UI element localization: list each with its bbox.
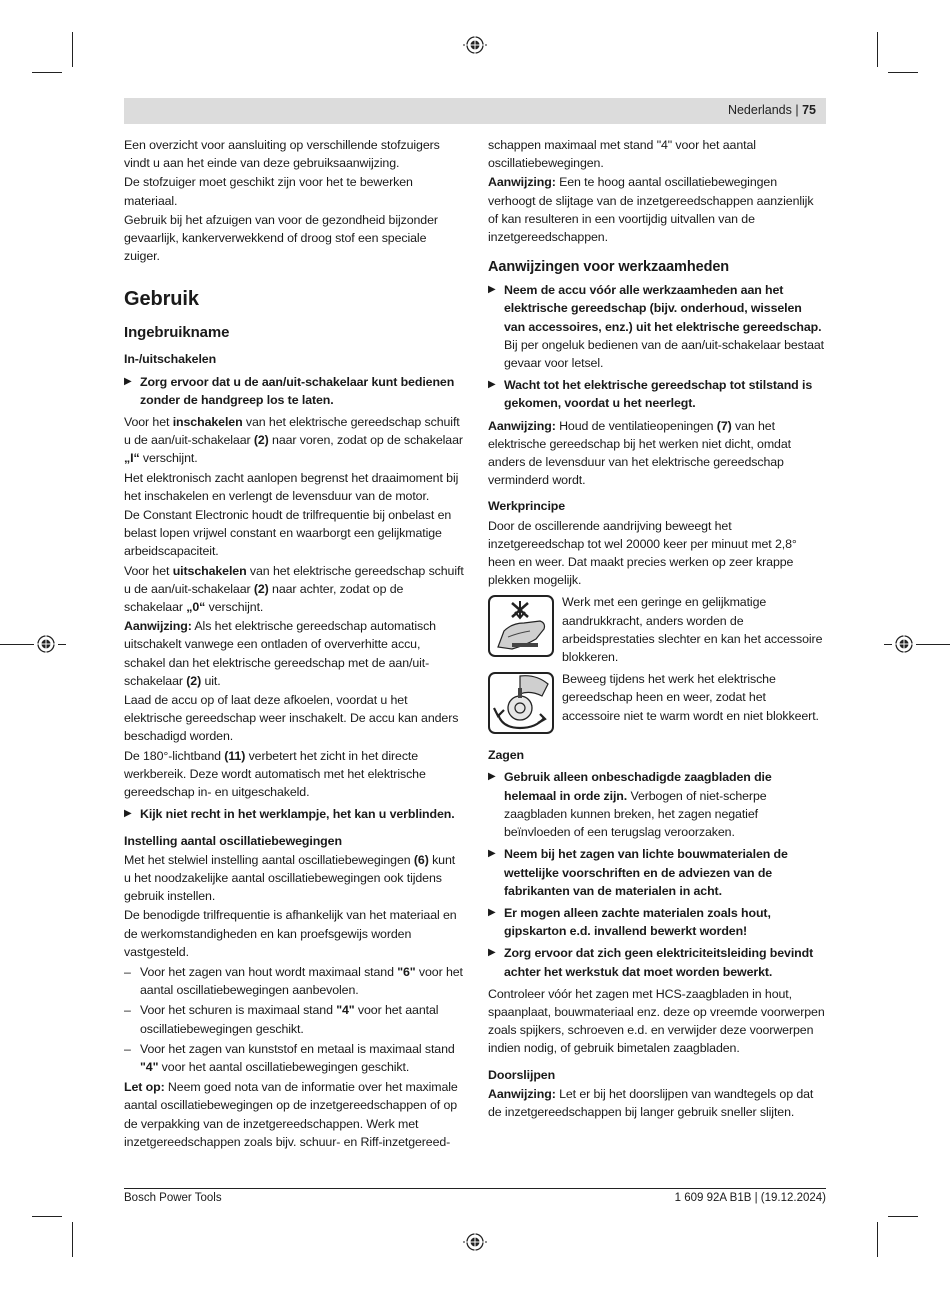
safety-bullet: ▶ Neem bij het zagen van lichte bouwmaterialen de wettelijke voorschriften en de adviezen van de fabrikanten van de materialen in acht. [488,847,788,898]
page-header [124,98,826,124]
registration-mark-icon [892,632,916,656]
footer-doc-number: 1 609 92A B1B | (19.12.2024) [674,1192,826,1204]
paragraph: De stofzuiger moet geschikt zijn voor het te bewerken materiaal. [124,175,413,208]
bullet-marker-icon: ▶ [124,808,132,820]
motion-tip [488,670,826,738]
right-column [488,136,826,1122]
safety-bullet: ▶ Gebruik alleen onbeschadigde zaagbladen die helemaal in orde zijn. Verbogen of niet-scherpe zaagbladen kunnen breken, het zagen negatief beïnvloeden of een terugslag veroorzaken. [488,770,772,840]
paragraph: Het elektronisch zacht aanlopen begrenst het draaimoment bij het inschakelen en verlengt de levensduur van de motor. [124,470,459,503]
dash-list-item: – Voor het zagen van hout wordt maximaal stand "6" voor het aantal oscillatiebewegingen aanbevolen. [124,964,463,998]
footer-rule [124,1188,826,1189]
paragraph: Laad de accu op of laat deze afkoelen, voordat u het elektrische gereedschap weer inschakelt. De accu kan anders beschadigd worden. [124,693,459,744]
paragraph-uitschakelen: Voor het uitschakelen van het elektrische gereedschap schuift u de aan/uit-schakelaar (2) naar achter, zodat op de schakelaar „0“ verschijnt. [124,563,464,615]
pressure-tip [488,593,826,666]
bullet-marker-icon: ▶ [488,906,496,918]
heading-instelling: Instelling aantal oscillatiebewegingen [124,833,342,848]
paragraph-stelwiel: Met het stelwiel instelling aantal oscillatiebewegingen (6) kunt u het noodzakelijke aantal oscillatiebewegingen ook tijdens gebruik instellen. [124,852,456,904]
crop-mark [58,644,66,645]
heading-zagen: Zagen [488,748,524,763]
crop-mark [877,32,878,67]
heading-doorslijpen: Doorslijpen [488,1067,556,1082]
safety-bullet: ▶ Neem de accu vóór alle werkzaamheden aan het elektrische gereedschap (bijv. onderhoud, wisselen van accessoires, enz.) uit het elektrische gereedschap. Bij per ongeluk bedienen van de aan/uit-schakelaar bestaat gevaar voor letsel. [488,283,825,371]
bullet-marker-icon: ▶ [488,771,496,783]
paragraph: Gebruik bij het afzuigen van voor de gezondheid bijzonder gevaarlijk, kankerverwekkend of droog stof een speciale zuiger. [124,212,438,264]
crop-mark [32,1216,62,1217]
back-and-forth-motion-icon [488,672,554,734]
paragraph-lichtband: De 180°-lichtband (11) verbetert het zicht in het directe werkbereik. Deze wordt automatisch met het elektrische gereedschap in- en uitgeschakeld. [124,748,426,800]
section-heading-gebruik: Gebruik [124,288,199,311]
light-pressure-icon [488,595,554,657]
crop-mark [72,32,73,67]
caution-paragraph: Let op: Neem goed nota van de informatie over het maximale aantal oscillatiebewegingen op de inzetgereedschappen of op de verpakking van de inzetgereedschappen. Werk met inzetgereedschappen zoals bijv. schuur- en Riff-inzetgereed- [124,1080,458,1149]
heading-in-uitschakelen: In-/uitschakelen [124,352,217,367]
subsection-heading-werkzaamheden: Aanwijzingen voor werkzaamheden [488,259,730,276]
note-paragraph: Aanwijzing: Als het elektrische gereedschap automatisch uitschakelt vanwege een ontladen of oververhitte accu, schakel dan het elektrische gereedschap met de aan/uit-schakelaar (2) uit. [124,619,436,688]
dash-list-item: – Voor het schuren is maximaal stand "4" voor het aantal oscillatiebewegingen geschikt. [124,1003,439,1036]
footer-brand: Bosch Power Tools [124,1192,222,1204]
left-column [124,136,464,1152]
registration-mark-icon [463,1230,487,1254]
bullet-marker-icon: ▶ [488,284,496,296]
paragraph: schappen maximaal met stand "4" voor het aantal oscillatiebewegingen. [488,138,756,171]
paragraph: De benodigde trilfrequentie is afhankelijk van het materiaal en de werkomstandigheden en kan proefsgewijs worden vastgesteld. [124,908,457,959]
safety-bullet: ▶ Zorg ervoor dat zich geen elektriciteitsleiding bevindt achter het werkstuk dat moet worden bewerkt. [488,946,814,979]
tip-text: Werk met een geringe en gelijkmatige aandrukkracht, anders worden de arbeidsprestaties slechter en kan het accessoire blokkeren. [562,595,823,665]
page-number: 75 [802,103,816,117]
safety-bullet: ▶ Er mogen alleen zachte materialen zoals hout, gipskarton e.d. invallend bewerkt worden! [488,905,771,939]
heading-werkprincipe: Werkprincipe [488,499,566,514]
crop-mark [916,644,950,645]
registration-mark-icon [463,33,487,57]
crop-mark [888,72,918,73]
bullet-marker-icon: ▶ [488,947,496,959]
tip-text: Beweeg tijdens het werk het elektrische gereedschap heen en weer, zodat het accessoire niet te warm wordt en niet blokkeert. [562,672,819,723]
note-paragraph: Aanwijzing: Let er bij het doorslijpen van wandtegels op dat de inzetgereedschappen bij langer gebruik sneller slijten. [488,1086,814,1119]
safety-bullet: ▶ Kijk niet recht in het werklampje, het kan u verblinden. [124,805,464,823]
note-paragraph: Aanwijzing: Een te hoog aantal oscillatiebewegingen verhoogt de slijtage van de inzetgereedschappen aanzienlijk of kan resulteren in een voortijdig uitvallen van de inzetgereedschappen. [488,175,814,245]
crop-mark [32,72,62,73]
crop-mark [0,644,34,645]
crop-mark [884,644,892,645]
header-separator: | [795,103,799,117]
bullet-marker-icon: ▶ [124,375,132,387]
paragraph: Een overzicht voor aansluiting op verschillende stofzuigers vindt u aan het einde van deze gebruiksaanwijzing. [124,138,440,171]
registration-mark-icon [34,632,58,656]
bullet-marker-icon: ▶ [488,379,496,391]
paragraph: Controleer vóór het zagen met HCS-zaagbladen in hout, spaanplaat, bouwmateriaal enz. deze op vreemde voorwerpen zoals spijkers, schroeven e.d. en verwijder deze voorwerpen indien nodig, of gebruik bimetalen zaagbladen. [488,986,825,1056]
note-paragraph: Aanwijzing: Houd de ventilatieopeningen (7) van het elektrische gereedschap bij het werken niet dicht, omdat anders de levensduur van het elektrische gereedschap verminderd wordt. [488,418,791,488]
crop-mark [877,1222,878,1257]
dash-list-item: – Voor het zagen van kunststof en metaal is maximaal stand "4" voor het aantal oscillatiebewegingen geschikt. [124,1041,455,1074]
safety-bullet: ▶ Zorg ervoor dat u de aan/uit-schakelaar kunt bedienen zonder de handgreep los te laten. [124,374,455,407]
header-text [728,103,816,117]
crop-mark [72,1222,73,1257]
safety-bullet: ▶ Wacht tot het elektrische gereedschap tot stilstand is gekomen, voordat u het neerlegt. [488,378,813,411]
paragraph: Door de oscillerende aandrijving beweegt het inzetgereedschap tot wel 20000 keer per minuut met 2,8° heen en weer. Dat maakt precies werken op zeer krappe plekken mogelijk. [488,518,797,588]
paragraph-inschakelen: Voor het inschakelen van het elektrische gereedschap schuift u de aan/uit-schakelaar (2) naar voren, zodat op de schakelaar „I“ verschijnt. [124,415,463,466]
crop-mark [888,1216,918,1217]
subsection-heading-ingebruikname: Ingebruikname [124,324,230,342]
bullet-marker-icon: ▶ [488,848,496,860]
paragraph: De Constant Electronic houdt de trilfrequentie bij onbelast en belast lopen vrijwel constant en waarborgt een gelijkmatige arbeidscapaciteit. [124,508,452,559]
header-language: Nederlands [727,103,792,117]
